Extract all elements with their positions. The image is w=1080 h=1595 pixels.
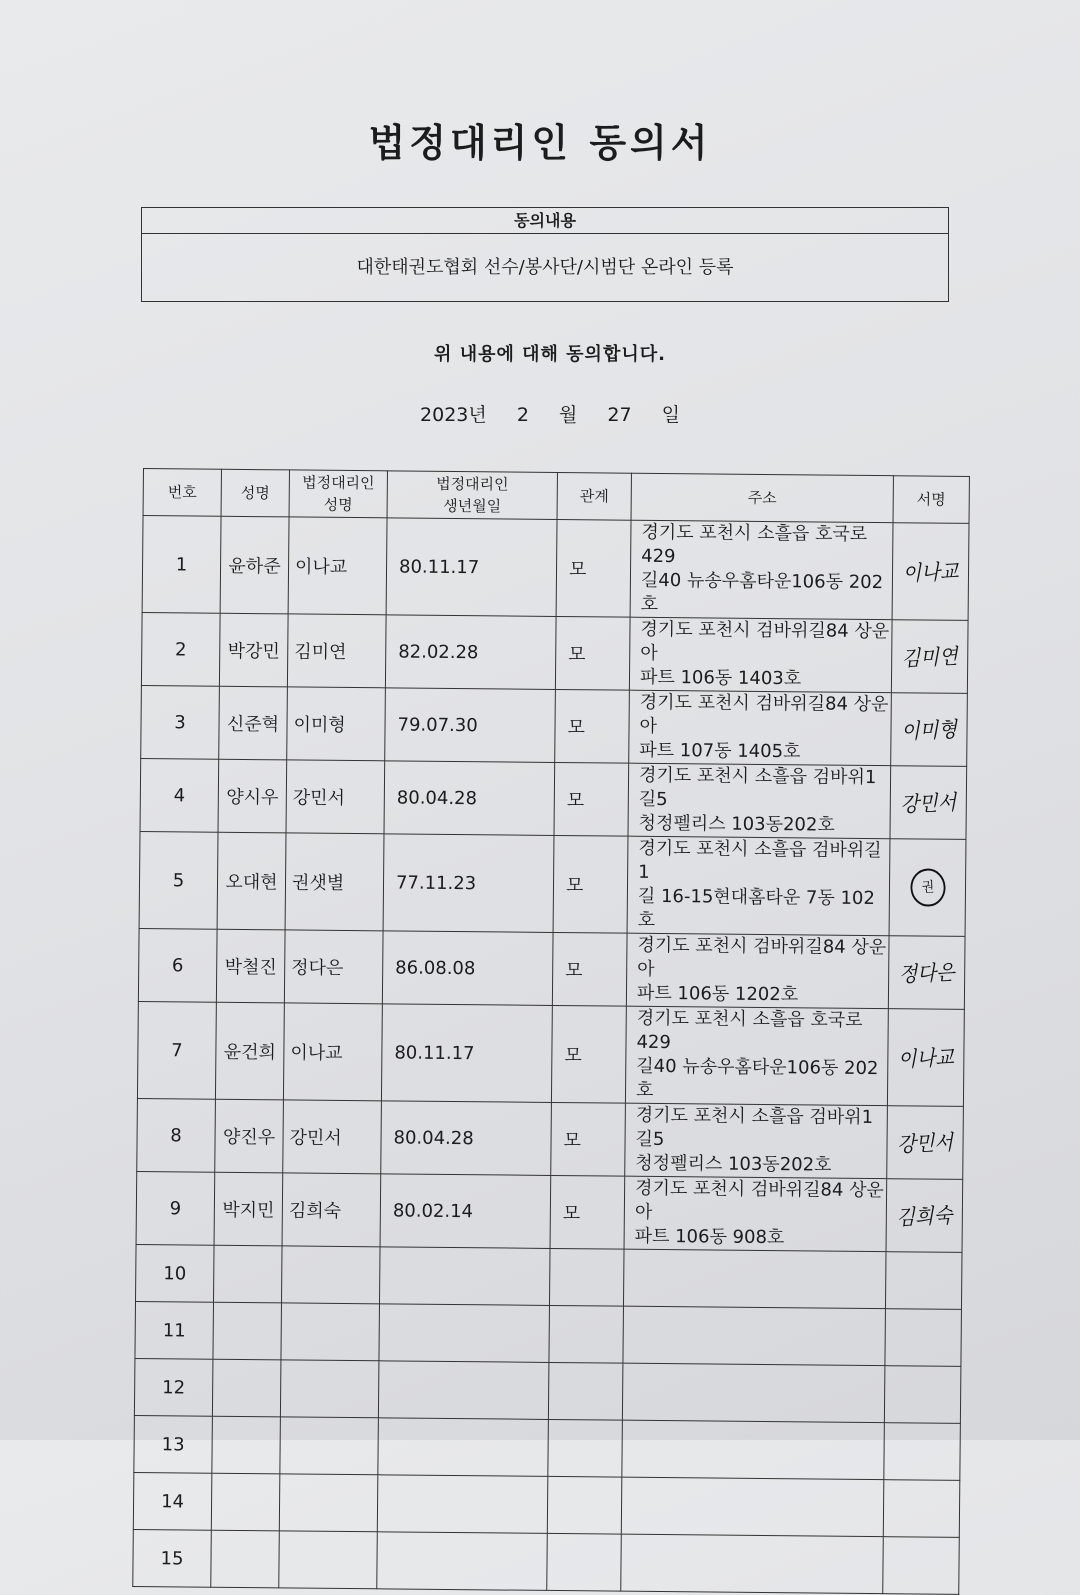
address	[623, 1306, 886, 1366]
signature-cell	[884, 1366, 961, 1424]
guardian-birthdate	[377, 1475, 548, 1534]
address	[625, 1006, 888, 1106]
address	[630, 520, 893, 620]
guardian-name: 김희숙	[282, 1173, 381, 1247]
guardian-name: 권샛별	[285, 833, 384, 931]
address-line: 길40 뉴송우홈타운106동 202호	[640, 569, 884, 615]
handwritten-signature: 김미연	[901, 644, 959, 671]
guardian-name: 강민서	[283, 1100, 382, 1174]
address-line: 파트 107동 1405호	[639, 739, 801, 763]
row-number: 12	[134, 1358, 213, 1416]
address-line: 경기도 포천시 소흘읍 검바위1길5	[635, 1104, 874, 1151]
guardian-name: 이나교	[288, 517, 387, 615]
row-number: 14	[133, 1472, 212, 1530]
guardian-name	[279, 1531, 378, 1589]
signature-cell	[888, 936, 965, 1010]
table-row	[142, 516, 969, 621]
guardian-name: 이미형	[287, 687, 386, 761]
row-number: 6	[138, 928, 217, 1002]
address-line: 파트 106동 1403호	[639, 666, 802, 690]
guardian-name: 강민서	[286, 760, 385, 834]
relationship: 모	[553, 835, 628, 933]
guardian-name	[279, 1474, 378, 1532]
guardian-name: 이나교	[283, 1003, 382, 1101]
address	[626, 933, 889, 1009]
table-row	[134, 1358, 961, 1423]
date-day: 27	[607, 404, 632, 426]
relationship: 모	[555, 616, 630, 690]
address-line: 길40 뉴송우홈타운106동 202호	[635, 1055, 879, 1101]
address	[622, 1363, 885, 1423]
header-name: 성명	[221, 469, 289, 517]
table-row	[137, 1001, 964, 1106]
guardian-consent-table	[132, 468, 970, 1595]
handwritten-signature: 김희숙	[895, 1203, 953, 1230]
row-number: 2	[141, 612, 220, 686]
student-name	[212, 1359, 281, 1417]
guardian-name	[281, 1246, 380, 1304]
signature-cell	[891, 693, 968, 767]
address	[621, 1534, 884, 1594]
date-month-unit: 월	[558, 404, 578, 426]
address-line	[633, 1392, 884, 1394]
header-rep-name: 법정대리인 성명	[289, 470, 387, 518]
header-rep-dob: 법정대리인 생년월일	[387, 471, 557, 520]
address-line	[634, 1335, 885, 1337]
row-number: 7	[137, 1001, 216, 1099]
student-name	[213, 1302, 282, 1360]
address	[623, 1249, 886, 1309]
guardian-name	[280, 1417, 379, 1475]
handwritten-signature: 정다은	[898, 960, 956, 987]
address-line: 경기도 포천시 검바위길84 상운아	[634, 1177, 884, 1223]
signature-cell	[892, 523, 969, 621]
signature-cell	[885, 1309, 962, 1367]
student-name	[212, 1416, 281, 1474]
header-address: 주소	[631, 473, 893, 523]
relationship	[549, 1248, 624, 1306]
address	[622, 1420, 885, 1480]
signature-cell	[887, 1009, 964, 1107]
guardian-name: 김미연	[287, 614, 386, 688]
consent-date	[0, 400, 1080, 427]
row-number: 15	[133, 1529, 212, 1587]
address-line	[634, 1278, 885, 1280]
table-row	[135, 1301, 962, 1366]
signature-cell	[889, 839, 966, 937]
guardian-birthdate: 79.07.30	[385, 688, 556, 763]
guardian-birthdate: 86.08.08	[382, 931, 553, 1006]
date-month: 2	[516, 404, 529, 426]
date-day-unit: 일	[661, 404, 680, 426]
row-number: 8	[137, 1098, 216, 1172]
student-name: 윤하준	[220, 516, 289, 614]
guardian-birthdate	[378, 1418, 549, 1477]
relationship: 모	[551, 1005, 626, 1103]
guardian-birthdate: 77.11.23	[383, 834, 554, 933]
table-row	[140, 758, 967, 839]
guardian-name	[280, 1360, 379, 1418]
address-line: 경기도 포천시 검바위길84 상운아	[640, 618, 890, 664]
table-row	[141, 612, 968, 693]
guardian-name: 정다은	[284, 930, 383, 1004]
signature-cell	[887, 1106, 964, 1180]
guardian-birthdate: 80.02.14	[380, 1174, 551, 1249]
table-row	[133, 1472, 960, 1537]
relationship	[547, 1476, 622, 1534]
address	[621, 1477, 884, 1537]
table-row	[138, 928, 965, 1009]
header-no: 번호	[143, 469, 221, 517]
guardian-birthdate: 80.11.17	[381, 1004, 552, 1103]
table-row	[137, 1098, 964, 1179]
address-line	[633, 1449, 884, 1451]
row-number: 3	[141, 685, 220, 759]
student-name: 오대현	[217, 832, 286, 930]
guardian-birthdate: 82.02.28	[385, 615, 556, 690]
address	[629, 690, 892, 766]
student-name: 박강민	[219, 613, 288, 687]
address-line: 길 16-15현대홈타운 7동 102호	[637, 885, 876, 931]
address	[624, 1176, 887, 1252]
address-line: 경기도 포천시 소흘읍 호국로429	[641, 521, 868, 568]
student-name: 양시우	[218, 759, 287, 833]
agreement-statement: 위 내용에 대해 동의합니다.	[434, 344, 666, 365]
student-name: 양진우	[215, 1099, 284, 1173]
row-number: 10	[135, 1244, 214, 1302]
guardian-birthdate	[379, 1304, 550, 1363]
handwritten-signature: 이나교	[897, 1045, 955, 1072]
address-line: 파트 106동 1202호	[636, 982, 799, 1006]
guardian-birthdate	[377, 1532, 548, 1591]
table-row	[136, 1171, 963, 1252]
signature-cell	[884, 1423, 961, 1481]
relationship: 모	[550, 1175, 625, 1249]
address-line: 파트 106동 908호	[634, 1225, 785, 1249]
date-year: 2023년	[420, 404, 487, 426]
address-line: 경기도 포천시 소흘읍 호국로429	[636, 1007, 863, 1054]
table-row	[135, 1244, 962, 1309]
signature-cell	[891, 620, 968, 694]
address-line	[632, 1506, 883, 1508]
address-line: 청정펠리스 103동202호	[638, 812, 835, 836]
handwritten-signature: 강민서	[896, 1130, 954, 1157]
signature-cell	[883, 1480, 960, 1538]
address-line: 경기도 포천시 소흘읍 검바위길1	[638, 837, 882, 883]
address-line: 경기도 포천시 소흘읍 검바위1길5	[638, 764, 877, 811]
signature-cell	[890, 766, 967, 840]
guardian-name	[281, 1303, 380, 1361]
student-name	[213, 1245, 282, 1303]
address-line	[632, 1563, 883, 1565]
relationship: 모	[556, 519, 631, 617]
address-line	[634, 1335, 885, 1337]
consent-content: 대한태권도협회 선수/봉사단/시범단 온라인 등록	[356, 257, 734, 278]
relationship: 모	[552, 932, 627, 1006]
table-row	[139, 831, 966, 936]
student-name: 박지민	[214, 1172, 283, 1246]
signature-cell	[885, 1252, 962, 1310]
guardian-birthdate	[379, 1247, 550, 1306]
student-name: 박철진	[216, 929, 285, 1003]
table-row	[141, 685, 968, 766]
address	[625, 1103, 888, 1179]
guardian-birthdate: 80.04.28	[381, 1101, 552, 1176]
consent-header: 동의내용	[142, 208, 948, 234]
document-title: 법정대리인 동의서	[368, 121, 712, 165]
address	[628, 763, 891, 839]
row-number: 1	[142, 516, 221, 614]
address-line: 경기도 포천시 검바위길84 상운아	[639, 691, 889, 737]
signature-cell	[886, 1179, 963, 1253]
row-number: 13	[134, 1415, 213, 1473]
student-name: 윤건희	[215, 1002, 284, 1100]
relationship	[549, 1305, 624, 1363]
handwritten-signature: 강민서	[899, 790, 957, 817]
relationship	[548, 1419, 623, 1477]
address-line	[633, 1449, 884, 1451]
row-number: 5	[139, 831, 218, 929]
signature-cell	[883, 1537, 960, 1595]
address-line	[633, 1392, 884, 1394]
row-number: 4	[140, 758, 219, 832]
row-number: 9	[136, 1171, 215, 1245]
handwritten-signature: 권	[909, 868, 946, 907]
address-line	[632, 1563, 883, 1565]
relationship: 모	[555, 689, 630, 763]
address-line	[634, 1278, 885, 1280]
handwritten-signature: 이미형	[900, 717, 958, 744]
student-name	[211, 1530, 280, 1588]
table-header-row	[143, 469, 969, 524]
consent-box	[141, 207, 949, 302]
guardian-birthdate: 80.11.17	[386, 518, 557, 617]
address-line	[632, 1506, 883, 1508]
address-line: 경기도 포천시 검바위길84 상운아	[637, 934, 887, 980]
row-number: 11	[135, 1301, 214, 1359]
address	[629, 617, 892, 693]
handwritten-signature: 이나교	[902, 559, 960, 586]
table-row	[134, 1415, 961, 1480]
guardian-birthdate: 80.04.28	[384, 761, 555, 836]
student-name	[211, 1473, 280, 1531]
relationship: 모	[554, 762, 629, 836]
address-line: 청정펠리스 103동202호	[635, 1152, 832, 1176]
relationship	[548, 1362, 623, 1420]
student-name: 신준혁	[219, 686, 288, 760]
guardian-birthdate	[378, 1361, 549, 1420]
table-row	[133, 1529, 960, 1594]
address	[627, 836, 890, 936]
header-relation: 관계	[557, 472, 631, 520]
relationship: 모	[551, 1102, 626, 1176]
header-signature: 서명	[893, 476, 969, 524]
relationship	[547, 1533, 622, 1591]
